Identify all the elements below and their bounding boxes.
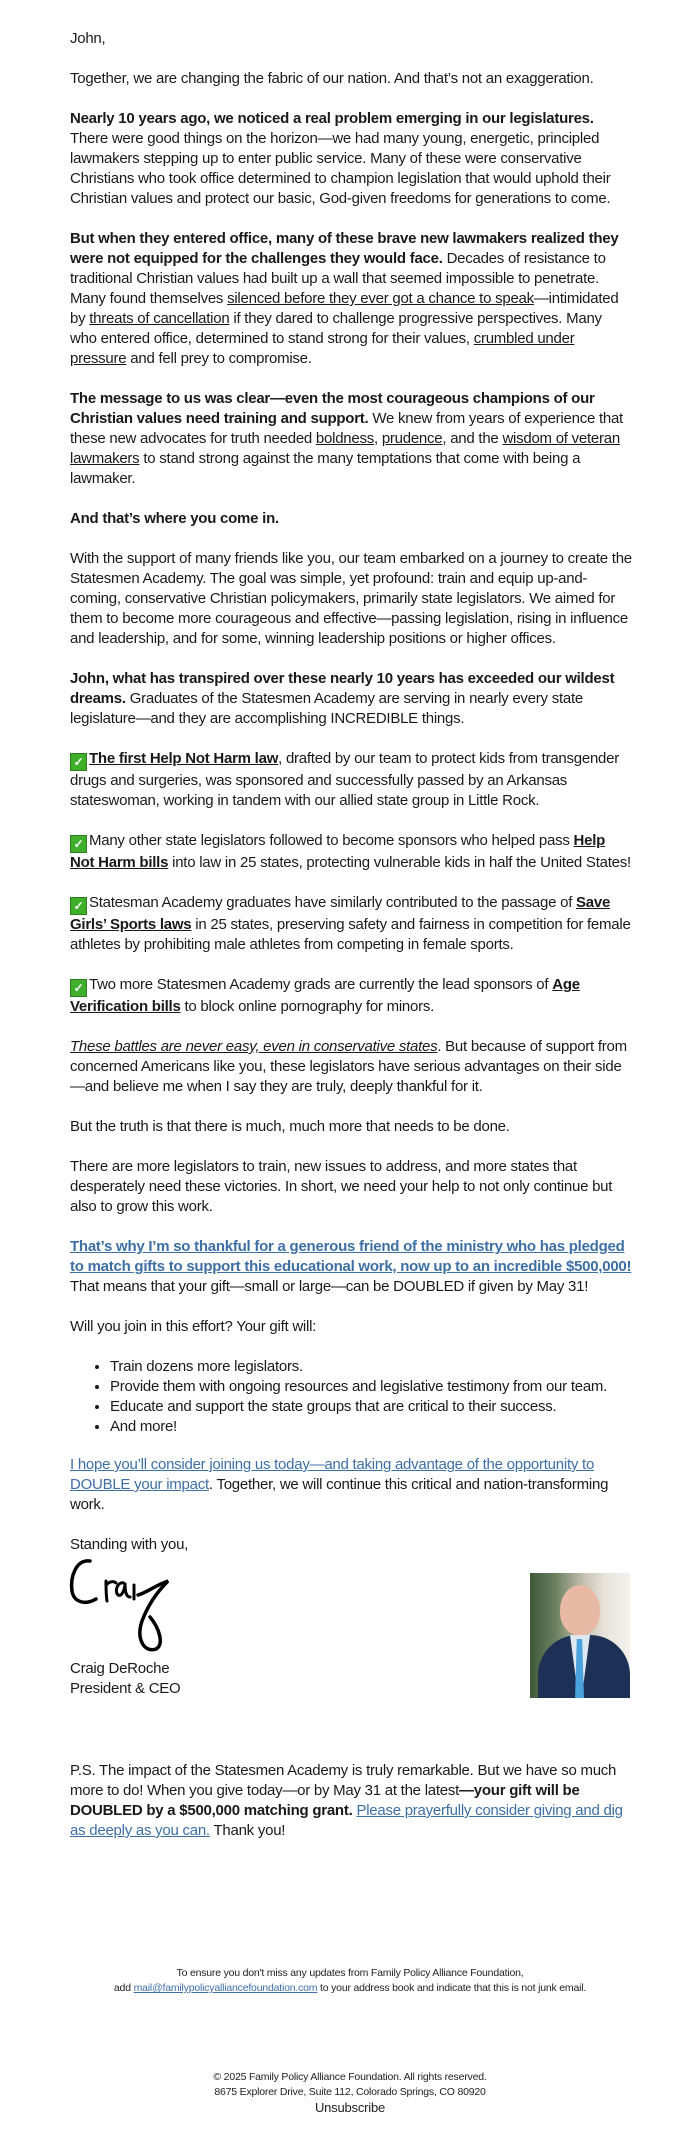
text-run: to block online pornography for minors.: [180, 998, 435, 1015]
text-run: Graduates of the Statesmen Academy are serving in nearly every state legislature—and they are accomplishing INCREDIBLE things.: [70, 690, 583, 727]
underlined-text: wisdom of veteran lawmakers: [70, 430, 620, 467]
paragraph: [70, 1237, 632, 1297]
signer-title: President & CEO: [70, 1680, 181, 1697]
underlined-text: Save Girls’ Sports laws: [70, 894, 611, 933]
signer-photo: [530, 1573, 630, 1698]
text-run: There were good things on the horizon—we had many young, energetic, principled lawmakers stepping up to enter public service. Many of these were conservative Christians who took office determined to champion legislation that would uphold their Christian values and protect our basic, God-given freedoms for generations to come.: [70, 130, 611, 207]
paragraph: [70, 1157, 632, 1217]
text-run: Will you join in this effort? Your gift will:: [70, 1318, 317, 1335]
underlined-text: silenced before they ever got a chance to speak: [227, 290, 534, 307]
underlined-text: The first Help Not Harm law: [89, 750, 279, 767]
check-mark-icon: ✓: [70, 753, 87, 771]
unsubscribe-link[interactable]: Unsubscribe: [314, 2100, 386, 2115]
paragraph: [70, 1037, 632, 1097]
text-run: into law in 25 states, protecting vulnerable kids in half the United States!: [168, 854, 631, 871]
check-mark-icon: ✓: [70, 979, 87, 997]
text-run: Thank you!: [209, 1822, 286, 1839]
text-run: Statesman Academy graduates have similarly contributed to the passage of: [89, 894, 577, 911]
text-run: But the truth is that there is much, much more that needs to be done.: [70, 1118, 510, 1135]
underlined-text: crumbled under pressure: [70, 330, 575, 367]
underlined-text: Age Verification bills: [70, 976, 580, 1015]
text-run: P.S. The impact of the Statesmen Academy is truly remarkable. But we have so much more to do! When you give today—or by May 31 at the latest: [70, 1762, 617, 1799]
text-run: in 25 states, preserving safety and fairness in competition for female athletes by prohibiting male athletes from competing in female sports.: [70, 916, 631, 953]
paragraph: [70, 549, 632, 649]
underlined-text: Help Not Harm bills: [70, 832, 606, 871]
ps-paragraph: [70, 1761, 632, 1841]
email-body: [70, 29, 632, 1861]
footer-line1: To ensure you don't miss any updates from Family Policy Alliance Foundation,: [176, 1967, 524, 1979]
paragraph: [70, 1117, 632, 1137]
greeting: John,: [70, 30, 106, 47]
signoff: Standing with you,: [70, 1536, 189, 1553]
signer-name: Craig DeRoche: [70, 1660, 170, 1677]
paragraph: [70, 389, 632, 489]
achievement-paragraph: [70, 975, 632, 1017]
achievement-paragraph: [70, 831, 632, 873]
underlined-text: boldness: [315, 430, 374, 447]
paragraph: [70, 109, 632, 209]
donate-link[interactable]: I hope you’ll consider joining us today—and taking advantage of the opportunity to DOUBLE your impact: [70, 1456, 595, 1493]
text-run: if they dared to challenge progressive perspectives. Many who entered office, determined to stand strong for their values,: [70, 310, 602, 347]
donate-link[interactable]: Please prayerfully consider giving and dig as deeply as you can.: [70, 1802, 623, 1839]
text-run: , and the: [442, 430, 503, 447]
paragraph: [70, 1317, 632, 1337]
paragraph: [70, 509, 632, 529]
copyright: © 2025 Family Policy Alliance Foundation. All rights reserved.: [213, 2071, 487, 2083]
underlined-text: These battles are never easy, even in conservative states: [70, 1038, 438, 1055]
footer-line2: to your address book and indicate that this is not junk email.: [317, 1982, 587, 1994]
signature-block: [70, 1535, 632, 1699]
signature-image: [68, 1555, 178, 1655]
gift-benefits-list: [70, 1357, 632, 1437]
text-run: We knew from years of experience that these new advocates for truth needed: [70, 410, 623, 447]
text-run: ,: [373, 430, 382, 447]
text-run: . Together, we will continue this critical and nation-transforming work.: [70, 1476, 609, 1513]
text-run: , drafted by our team to protect kids from transgender drugs and surgeries, was sponsored and successfully passed by an Arkansas stateswoman, working in tandem with our allied state group in Little Rock.: [70, 750, 619, 809]
text-run: The message to us was clear—even the most courageous champions of our Christian values need training and support.: [70, 390, 595, 427]
achievement-paragraph: [70, 893, 632, 955]
check-mark-icon: ✓: [70, 897, 87, 915]
text-run: Many other state legislators followed to become sponsors who helped pass: [89, 832, 574, 849]
list-item: • Provide them with ongoing resources and legislative testimony from our team.: [110, 1377, 632, 1397]
text-run: And that’s where you come in.: [70, 510, 279, 527]
email-address-link[interactable]: mail@familypolicyalliancefoundation.com: [133, 1982, 318, 1994]
text-run: Decades of resistance to traditional Christian values had built up a wall that seemed impossible to penetrate. Many found themselves: [70, 250, 606, 307]
text-run: and fell prey to compromise.: [126, 350, 312, 367]
text-run: With the support of many friends like you, our team embarked on a journey to create the Statesmen Academy. The goal was simple, yet profound: train and equip up-and-coming, conservative Christian policymakers, primarily state legislators. We aimed for them to become more courageous and effective—passing legislation, rising in influence and leadership, and for some, winning leadership positions or higher offices.: [70, 550, 632, 647]
footer-notice: [0, 1966, 700, 1996]
list-item: • Train dozens more legislators.: [110, 1357, 632, 1377]
text-run: Nearly 10 years ago, we noticed a real problem emerging in our legislatures.: [70, 110, 594, 127]
list-item: • Educate and support the state groups that are critical to their success.: [110, 1397, 632, 1417]
text-run: There are more legislators to train, new issues to address, and more states that desperately need these victories. In short, we need your help to not only continue but also to grow this work.: [70, 1158, 613, 1215]
paragraph: [70, 229, 632, 369]
text-run: That means that your gift—small or large—can be DOUBLED if given by May 31!: [70, 1278, 589, 1295]
text-run: to stand strong against the many temptations that come with being a lawmaker.: [70, 450, 581, 487]
check-mark-icon: ✓: [70, 835, 87, 853]
text-run: —intimidated by: [70, 290, 619, 327]
address: 8675 Explorer Drive, Suite 112, Colorado Springs, CO 80920: [214, 2086, 486, 2098]
text-run: John, what has transpired over these nearly 10 years has exceeded our wildest dreams.: [70, 670, 615, 707]
text-run: Together, we are changing the fabric of our nation. And that’s not an exaggeration.: [70, 70, 594, 87]
text-run: —your gift will be DOUBLED by a $500,000 matching grant.: [70, 1782, 580, 1819]
text-run: But when they entered office, many of these brave new lawmakers realized they were not equipped for the challenges they would face.: [70, 230, 619, 267]
underlined-text: prudence: [381, 430, 443, 447]
text-run: Two more Statesmen Academy grads are currently the lead sponsors of: [89, 976, 553, 993]
closing-paragraph: [70, 1455, 632, 1515]
paragraph: [70, 69, 632, 89]
body-paragraphs: [70, 69, 632, 1337]
footer-legal: [0, 2070, 700, 2116]
donate-link[interactable]: That’s why I’m so thankful for a generous friend of the ministry who has pledged to match gifts to support this educational work, now up to an incredible $500,000!: [70, 1238, 632, 1275]
achievement-paragraph: [70, 749, 632, 811]
list-item: • And more!: [110, 1417, 632, 1437]
footer-add: add: [113, 1982, 134, 1994]
underlined-text: threats of cancellation: [89, 310, 230, 327]
text-run: . But because of support from concerned Americans like you, these legislators have serious advantages on their side—and believe me when I say they are truly, deeply thankful for it.: [70, 1038, 627, 1095]
paragraph: [70, 669, 632, 729]
